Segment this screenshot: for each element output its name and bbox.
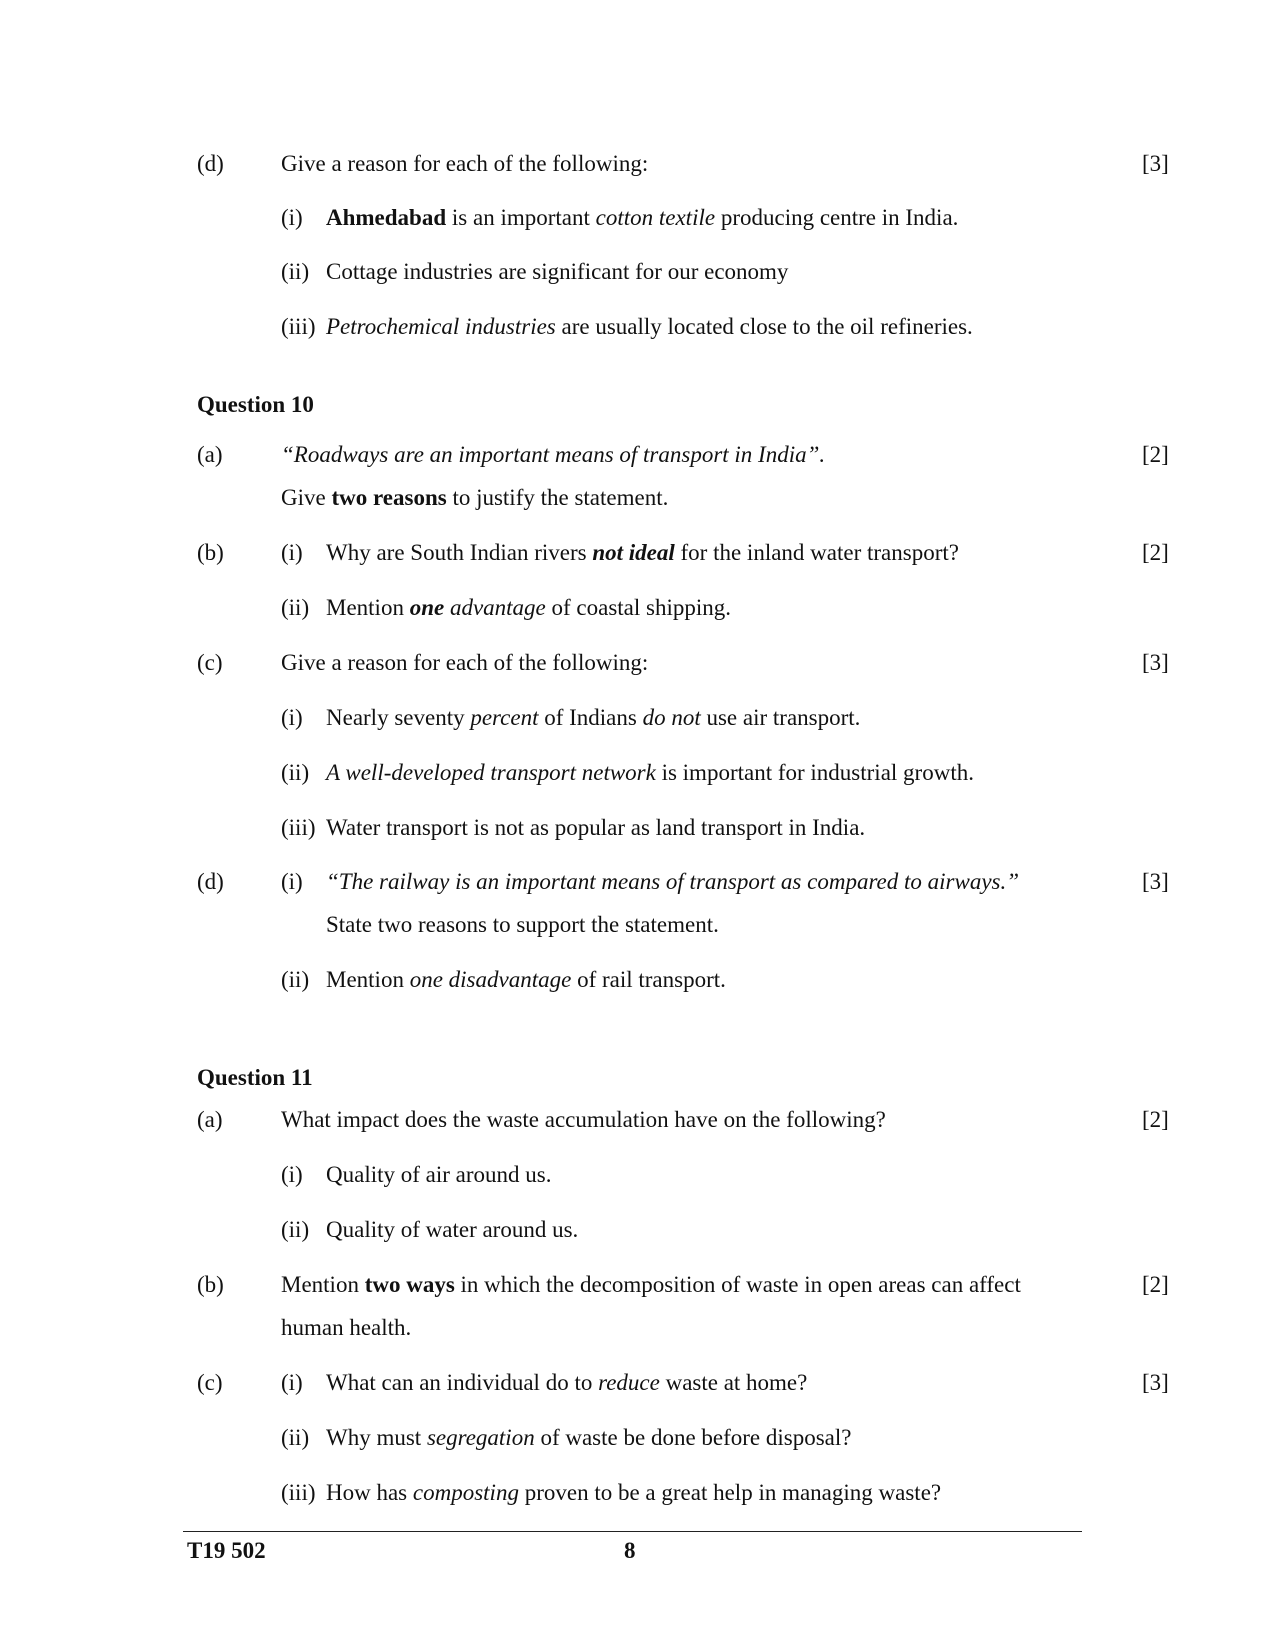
q11b-line1 [281, 1271, 1021, 1299]
q11c-ii [281, 1424, 851, 1452]
sub-num: (ii) [281, 760, 310, 785]
text-italic: “Roadways are an important means of transport in India”. [281, 442, 826, 467]
sub-num: (i) [281, 1370, 303, 1395]
text: Why must [326, 1425, 427, 1450]
q11a-marks: [2] [1142, 1107, 1169, 1132]
q11b-label: (b) [197, 1272, 224, 1297]
q9d-label: (d) [197, 151, 224, 176]
q11c-marks: [3] [1142, 1370, 1169, 1395]
text-italic: reduce [598, 1370, 660, 1395]
text: of rail transport. [571, 967, 726, 992]
text-italic: A well-developed transport network [326, 760, 656, 785]
q10d-i [281, 868, 1019, 896]
text-bold: two ways [364, 1272, 455, 1297]
q11c-iii [281, 1479, 941, 1507]
q11a-i [281, 1161, 551, 1189]
q11-heading: Question 11 [197, 1065, 313, 1090]
q10d-ii [281, 966, 726, 994]
text: is an important [446, 205, 596, 230]
text: waste at home? [659, 1370, 808, 1395]
text-italic: “The railway is an important means of transport as compared to airways.” [326, 869, 1020, 894]
sub-num: (i) [281, 1162, 303, 1187]
q11c-label: (c) [197, 1370, 223, 1395]
q10d-marks: [3] [1142, 869, 1169, 894]
text: for the inland water transport? [674, 540, 959, 565]
text-bold: Ahmedabad [326, 205, 447, 230]
text-italic: segregation [426, 1425, 535, 1450]
text: to justify the statement. [446, 485, 669, 510]
sub-num: (iii) [281, 314, 316, 339]
q10d-label: (d) [197, 869, 224, 894]
sub-num: (ii) [281, 259, 310, 284]
text-italic: composting [412, 1480, 519, 1505]
q10c-label: (c) [197, 650, 223, 675]
sub-num: (i) [281, 540, 303, 565]
q11a-ii [281, 1216, 578, 1244]
q10c-marks: [3] [1142, 650, 1169, 675]
text-italic: advantage [444, 595, 546, 620]
sub-num: (ii) [281, 1217, 310, 1242]
q10b-i [281, 539, 959, 567]
page-number: 8 [624, 1538, 636, 1563]
paper-code: T19 502 [187, 1538, 266, 1563]
text: of waste be done before disposal? [534, 1425, 852, 1450]
sub-num: (ii) [281, 967, 310, 992]
text: Mention [326, 595, 410, 620]
q10a-label: (a) [197, 442, 223, 467]
sub-num: (ii) [281, 1425, 310, 1450]
q10a-line2 [281, 484, 668, 512]
text: Nearly seventy [326, 705, 471, 730]
text: What can an individual do to [326, 1370, 599, 1395]
sub-num: (i) [281, 205, 303, 230]
text-bold: two reasons [331, 485, 447, 510]
text: Water transport is not as popular as land transport in India. [326, 815, 866, 840]
q9d-ii [281, 258, 788, 286]
text: Why are South Indian rivers [326, 540, 593, 565]
q10d-i-cont: State two reasons to support the statement. [326, 912, 719, 937]
text-bold-italic: one [409, 595, 445, 620]
text: Give [281, 485, 332, 510]
q11a-label: (a) [197, 1107, 223, 1132]
sub-num: (i) [281, 705, 303, 730]
q11c-i [281, 1369, 807, 1397]
text-italic: percent [470, 705, 539, 730]
q11b-line2: human health. [281, 1315, 412, 1340]
sub-num: (ii) [281, 595, 310, 620]
text: are usually located close to the oil refineries. [555, 314, 973, 339]
q10-heading: Question 10 [197, 392, 314, 417]
q9d-iii [281, 313, 973, 341]
text: How has [326, 1480, 413, 1505]
q10c-iii [281, 814, 865, 842]
text: is important for industrial growth. [655, 760, 974, 785]
text-italic: cotton textile [595, 205, 716, 230]
q10b-marks: [2] [1142, 540, 1169, 565]
q10c-text: Give a reason for each of the following: [281, 650, 649, 675]
text-bold-italic: not ideal [592, 540, 675, 565]
q11a-text: What impact does the waste accumulation have on the following? [281, 1107, 886, 1132]
q10b-label: (b) [197, 540, 224, 565]
text: Quality of water around us. [326, 1217, 579, 1242]
q9d-text: Give a reason for each of the following: [281, 151, 649, 176]
sub-num: (iii) [281, 815, 316, 840]
text-italic: one disadvantage [409, 967, 572, 992]
text: Mention [326, 967, 410, 992]
q10a-quote [281, 441, 825, 469]
text: Mention [281, 1272, 365, 1297]
q11b-marks: [2] [1142, 1272, 1169, 1297]
text: producing centre in India. [715, 205, 959, 230]
q10c-i [281, 704, 860, 732]
text-italic: do not [642, 705, 701, 730]
text-italic: Petrochemical industries [326, 314, 556, 339]
q9d-i [281, 204, 958, 232]
text: proven to be a great help in managing waste? [518, 1480, 942, 1505]
sub-num: (i) [281, 869, 303, 894]
q9d-marks: [3] [1142, 151, 1169, 176]
q10a-marks: [2] [1142, 442, 1169, 467]
text: use air transport. [700, 705, 861, 730]
q10b-ii [281, 594, 731, 622]
text: of coastal shipping. [545, 595, 732, 620]
text: Cottage industries are significant for our economy [326, 259, 789, 284]
text: in which the decomposition of waste in open areas can affect [454, 1272, 1021, 1297]
text: of Indians [538, 705, 643, 730]
sub-num: (iii) [281, 1480, 316, 1505]
q10c-ii [281, 759, 974, 787]
footer-rule [183, 1531, 1082, 1532]
text: Quality of air around us. [326, 1162, 552, 1187]
